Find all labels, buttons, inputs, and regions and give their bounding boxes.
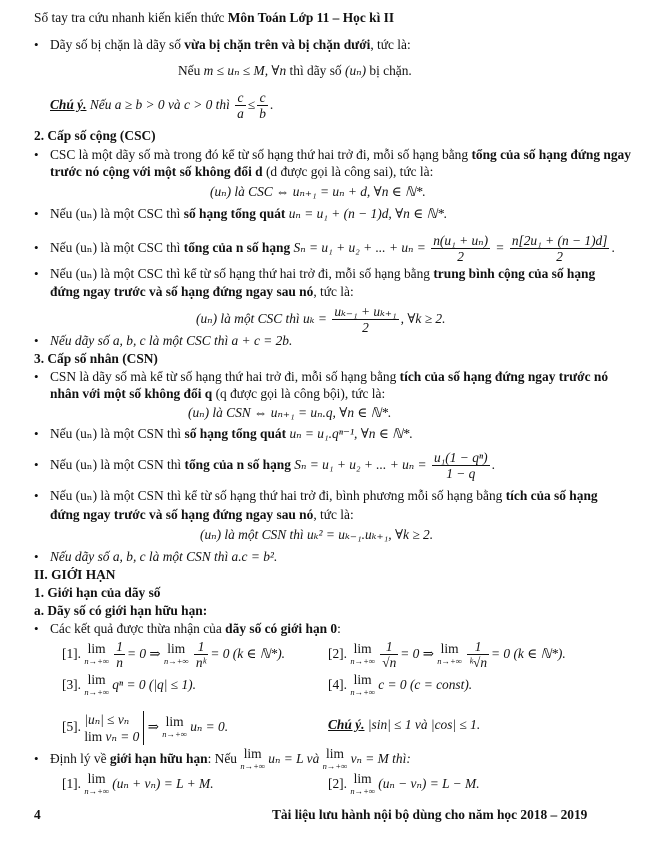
csc-mean-fraction: $\frac{\text{uₖ₋₁ + uₖ₊₁}}{2}$ — [334, 304, 397, 336]
csc-definition-line1: • CSC là một dãy số mà trong đó kể từ số hạng thứ hai trở đi, mỗi số hạng bằng tổng của số hạng đứng ngay — [50, 146, 631, 163]
limits-intro: • Các kết quả được thừa nhận của dãy số có giới hạn 0: — [50, 620, 341, 637]
csn-mean-line1: • Nếu (uₙ) là một CSN thì kể từ số hạng thứ hai trở đi, bình phương mỗi số hạng bằng tích của số hạng — [50, 487, 598, 504]
fraction-c-over-a: $\frac{c}{a}$ — [237, 90, 244, 122]
csn-sum: • Nếu (uₙ) là một CSN thì tổng của n số hạng Sₙ = u₁ + u₂ + ... + uₙ = $\frac{\text{u₁(1 − qⁿ)}}{1 - q}$ . — [50, 448, 495, 482]
csc-definition-line2: trước nó cộng với một số không đổi d (d được gọi là công sai), tức là: — [50, 164, 434, 179]
csc-sum-fraction-1: $\frac{\text{n(u₁ + uₙ)}}{2}$ — [433, 233, 489, 265]
footer-note: Tài liệu lưu hành nội bộ dùng cho năm học 2018 – 2019 — [272, 807, 588, 822]
csn-three-terms: • Nếu dãy số a, b, c là một CSN thì a.c = b². — [50, 548, 277, 565]
csc-mean-line1: • Nếu (uₙ) là một CSC thì kể từ số hạng thứ hai trở đi, mỗi số hạng bằng trung bình cộng của số hạng — [50, 265, 595, 282]
csn-definition-line1: • CSN là dãy số mà kể từ số hạng thứ hai trở đi, mỗi số hạng bằng tích của số hạng đứng ngay trước nó — [50, 368, 608, 385]
csn-definition-formula: (uₙ) là CSN ⇔ uₙ₊₁ = uₙ.q, ∀n ∈ ℕ*. — [188, 405, 392, 420]
bounded-definition: • Dãy số bị chặn là dãy số vừa bị chặn trên và bị chặn dưới, tức là: — [50, 36, 411, 53]
limit-rule-5: [5]. |uₙ| ≤ vₙ lim vₙ = 0 ⇒ lim n→+∞ uₙ = 0. — [62, 711, 229, 744]
limit-rule-3: [3]. lim n→+∞ qⁿ = 0 (|q| ≤ 1). — [62, 672, 196, 697]
csc-heading: 2. Cấp số cộng (CSC) — [34, 128, 156, 143]
bounded-formula: Nếu m ≤ uₙ ≤ M, ∀n thì dãy số (uₙ) bị chặn. — [178, 63, 412, 78]
limit-rule-1: [1]. lim n→+∞ $\frac{1}{n}$ = 0 ⇒ lim n→+∞ $\frac{1}{\text{nᵏ}}$ = 0 (k ∈ ℕ*). — [62, 639, 286, 671]
limit-rule-4: [4]. lim n→+∞ c = 0 (c = const). — [328, 672, 473, 697]
csn-mean-line2: đứng ngay trước và số hạng đứng ngay sau nó, tức là: — [50, 507, 354, 522]
page-header: Sổ tay tra cứu nhanh kiến kiến thức Môn Toán Lớp 11 – Học kì II — [34, 10, 395, 25]
fraction-c-over-b: $\frac{c}{b}$ — [259, 90, 266, 122]
csc-mean-line2: đứng ngay trước và số hạng đứng ngay sau nó, tức là: — [50, 284, 354, 299]
csc-sum-fraction-2: $\frac{\text{n[2u₁ + (n − 1)d]}}{2}$ — [511, 233, 608, 265]
limits-subheading-1: 1. Giới hạn của dãy số — [34, 585, 161, 600]
csn-heading: 3. Cấp số nhân (CSN) — [34, 351, 158, 366]
bounded-note: Chú ý. Nếu a ≥ b > 0 và c > 0 thì $\frac{c}{a}$ ≤ $\frac{c}{b}$ . — [50, 90, 274, 122]
csc-sum: • Nếu (uₙ) là một CSC thì tổng của n số hạng Sₙ = u₁ + u₂ + ... + uₙ = $\frac{\text{n(u₁ + uₙ)}}{2}$ = $\frac{\text{n[2u₁ + (n − 1)d]}}{2}$ . — [50, 231, 615, 265]
limit-rule-2: [2]. lim n→+∞ $\frac{1}{√n}$ = 0 ⇒ lim n→+∞ $\frac{1}{\text{ᵏ√n}}$ = 0 (k ∈ ℕ*). — [328, 639, 566, 671]
csc-three-terms: • Nếu dãy số a, b, c là một CSC thì a + c = 2b. — [50, 332, 292, 349]
csn-definition-line2: nhân với một số không đổi q (q được gọi là công bội), tức là: — [50, 386, 386, 401]
limit-rule-5-system: |uₙ| ≤ vₙ lim vₙ = 0 — [84, 711, 144, 745]
page-number: 4 — [34, 807, 41, 822]
limits-note: Chú ý. |sin| ≤ 1 và |cos| ≤ 1. — [328, 717, 481, 732]
csn-sum-fraction: $\frac{\text{u₁(1 − qⁿ)}}{1 - q}$ — [433, 450, 488, 482]
csn-mean-formula: (uₙ) là một CSN thì uₖ² = uₖ₋₁.uₖ₊₁, ∀k ≥ 2. — [200, 527, 434, 542]
csc-general-term: • Nếu (uₙ) là một CSC thì số hạng tổng quát uₙ = u₁ + (n − 1)d, ∀n ∈ ℕ*. — [50, 205, 447, 222]
csc-definition-formula: (uₙ) là CSC ⇔ uₙ₊₁ = uₙ + d, ∀n ∈ ℕ*. — [210, 184, 426, 199]
csn-general-term: • Nếu (uₙ) là một CSN thì số hạng tổng quát uₙ = u₁.qⁿ⁻¹, ∀n ∈ ℕ*. — [50, 425, 413, 442]
limits-subheading-2: a. Dãy số có giới hạn hữu hạn: — [34, 603, 208, 618]
limit-theorem: • Định lý về giới hạn hữu hạn: Nếu lim n→+∞ uₙ = L và lim n→+∞ vₙ = M thì: — [50, 748, 411, 772]
limits-heading: II. GIỚI HẠN — [34, 567, 116, 582]
limit-theorem-1: [1]. lim n→+∞ (uₙ + vₙ) = L + M. — [62, 771, 214, 796]
csc-mean-formula: (uₙ) là một CSC thì uₖ = $\frac{\text{uₖ₋₁ + uₖ₊₁}}{2}$ , ∀k ≥ 2. — [196, 304, 446, 336]
limit-theorem-2: [2]. lim n→+∞ (uₙ − vₙ) = L − M. — [328, 771, 480, 796]
